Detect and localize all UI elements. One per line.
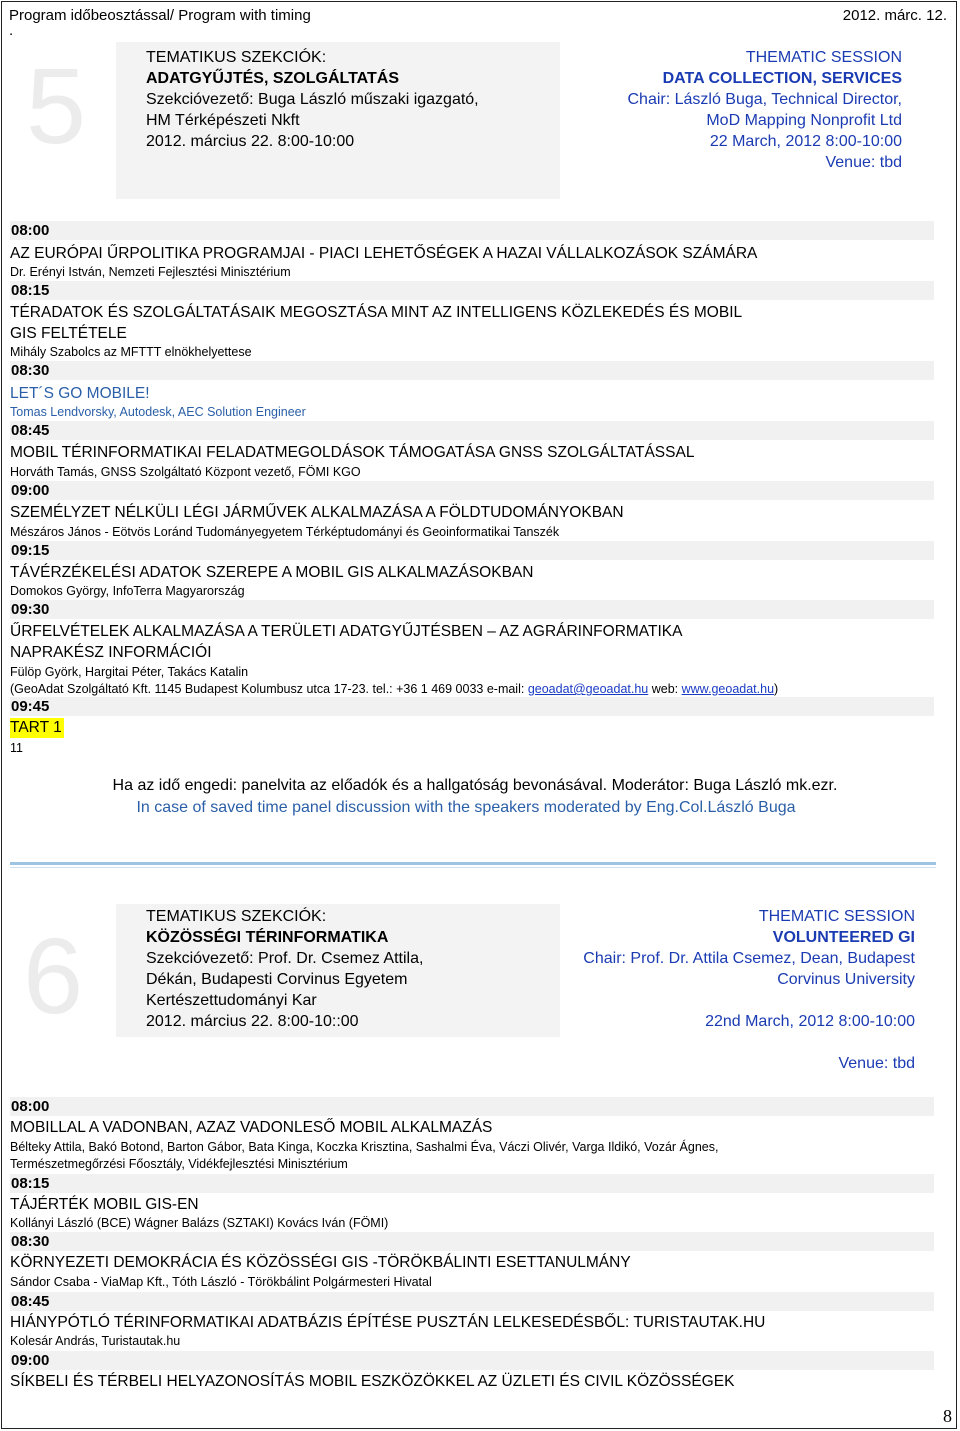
- session-label-hu: TEMATIKUS SZEKCIÓK:: [146, 908, 327, 925]
- time-bar: 08:45: [10, 421, 934, 440]
- header-date: 2012. márc. 12.: [842, 7, 947, 24]
- contact-text: (GeoAdat Szolgáltató Kft. 1145 Budapest Kolumbusz utca 17-23. tel.: +36 1 469 0033 e-mail:: [10, 682, 528, 696]
- session-org-hu: HM Térképészeti Nkft: [146, 112, 300, 129]
- time-bar: 08:30: [10, 361, 934, 380]
- tart-highlight: TART 1: [10, 719, 62, 736]
- session-org-en: Corvinus University: [777, 971, 915, 988]
- section-divider-shadow: [10, 867, 936, 868]
- talk-title: SÍKBELI ÉS TÉRBELI HELYAZONOSÍTÁS MOBIL ESZKÖZÖKKEL AZ ÜZLETI ÉS CIVIL KÖZÖSSÉGEK: [10, 1373, 735, 1390]
- web-link[interactable]: www.geoadat.hu: [681, 682, 775, 696]
- panel-note-en: In case of saved time panel discussion with the speakers moderated by Eng.Col.László Buga: [136, 799, 796, 816]
- session-org-hu: Dékán, Budapesti Corvinus Egyetem: [146, 971, 408, 988]
- talk-speaker: Kollányi László (BCE) Wágner Balázs (SZTAKI) Kovács Iván (FÖMI): [10, 1216, 389, 1230]
- session-label-en: THEMATIC SESSION: [758, 908, 915, 925]
- contact-text: ): [774, 682, 779, 696]
- talk-speaker: Fülöp Györk, Hargitai Péter, Takács Katalin: [10, 665, 249, 679]
- session-title-en: DATA COLLECTION, SERVICES: [662, 70, 902, 87]
- session-title-hu: KÖZÖSSÉGI TÉRINFORMATIKA: [146, 929, 389, 946]
- session-title-en: VOLUNTEERED GI: [772, 929, 915, 946]
- time-bar: 09:45: [10, 697, 934, 716]
- contact-line: [10, 681, 778, 697]
- page-number: 8: [943, 1406, 952, 1426]
- talk-speaker-org: Természetmegőrzési Főosztály, Vidékfejlesztési Minisztérium: [10, 1157, 348, 1171]
- time-bar: 08:30: [10, 1232, 934, 1251]
- talk-speaker: Dr. Erényi István, Nemzeti Fejlesztési Minisztérium: [10, 265, 291, 279]
- tart-sub: 11: [10, 741, 23, 755]
- time-bar: 08:45: [10, 1292, 934, 1311]
- talk-speaker: Sándor Csaba - ViaMap Kft., Tóth László - Törökbálint Polgármesteri Hivatal: [10, 1275, 432, 1289]
- talk-speaker: Kolesár András, Turistautak.hu: [10, 1334, 181, 1348]
- talk-speaker: Mészáros János - Eötvös Loránd Tudományegyetem Térképtudományi és Geoinformatikai Tanszék: [10, 525, 560, 539]
- talk-title: AZ EURÓPAI ŰRPOLITIKA PROGRAMJAI - PIACI LEHETŐSÉGEK A HAZAI VÁLLALKOZÁSOK SZÁMÁRA: [10, 245, 758, 262]
- talk-title: LET´S GO MOBILE!: [10, 385, 150, 402]
- talk-speaker: Mihály Szabolcs az MFTTT elnökhelyettese: [10, 345, 252, 359]
- time-bar: 09:30: [10, 600, 934, 619]
- section-header-en: [627, 47, 902, 173]
- session-title-hu: ADATGYŰJTÉS, SZOLGÁLTATÁS: [146, 70, 400, 87]
- session-date-hu: 2012. március 22. 8:00-10:00: [146, 133, 355, 150]
- session-chair-en: Chair: Prof. Dr. Attila Csemez, Dean, Budapest: [583, 950, 915, 967]
- talk-title: TÁVÉRZÉKELÉSI ADATOK SZEREPE A MOBIL GIS ALKALMAZÁSOKBAN: [10, 564, 534, 581]
- session-label-hu: TEMATIKUS SZEKCIÓK:: [146, 49, 327, 66]
- section-header-en: [583, 906, 915, 1074]
- talk-title: SZEMÉLYZET NÉLKÜLI LÉGI JÁRMŰVEK ALKALMAZÁSA A FÖLDTUDOMÁNYOKBAN: [10, 504, 624, 521]
- session-label-en: THEMATIC SESSION: [745, 49, 902, 66]
- section-header-hu: [146, 906, 423, 1032]
- session-date-hu: 2012. március 22. 8:00-10::00: [146, 1013, 359, 1030]
- session-chair-hu: Szekcióvezető: Buga László műszaki igazgató,: [146, 91, 479, 108]
- section-header-hu: [146, 47, 479, 152]
- time-bar: 08:00: [10, 221, 934, 240]
- time-bar: 09:00: [10, 1351, 934, 1370]
- email-link[interactable]: geoadat@geoadat.hu: [527, 682, 649, 696]
- header-dot: .: [9, 22, 14, 39]
- time-bar: 08:15: [10, 1174, 934, 1193]
- time-bar: 09:15: [10, 541, 934, 560]
- talk-title: ŰRFELVÉTELEK ALKALMAZÁSA A TERÜLETI ADATGYŰJTÉSBEN – AZ AGRÁRINFORMATIKA: [10, 623, 683, 640]
- time-bar: 08:15: [10, 281, 934, 300]
- session-org-en: MoD Mapping Nonprofit Ltd: [706, 112, 902, 129]
- header-title: Program időbeosztással/ Program with timing: [9, 7, 311, 24]
- talk-title-continued: GIS FELTÉTELE: [10, 325, 127, 342]
- time-bar: 08:00: [10, 1097, 934, 1116]
- section-number: 5: [26, 45, 87, 166]
- talk-title: HIÁNYPÓTLÓ TÉRINFORMATIKAI ADATBÁZIS ÉPÍTÉSE PUSZTÁN LELKESEDÉSBŐL: TURISTAUTAK.HU: [10, 1314, 766, 1331]
- session-date-en: 22nd March, 2012 8:00-10:00: [705, 1013, 915, 1030]
- session-date-en: 22 March, 2012 8:00-10:00: [709, 133, 902, 150]
- talk-speaker: Bélteky Attila, Bakó Botond, Barton Gábor, Bata Kinga, Koczka Krisztina, Sashalmi Éva, Váczi Olivér, Varga Ildikó, Vozár Ágnes,: [10, 1140, 719, 1154]
- panel-note-hu: Ha az idő engedi: panelvita az előadók és a hallgatóság bevonásával. Moderátor: Buga László mk.ezr.: [112, 777, 838, 794]
- session-venue-en: Venue: tbd: [825, 154, 902, 171]
- talk-speaker: Domokos György, InfoTerra Magyarország: [10, 584, 245, 598]
- time-bar: 09:00: [10, 481, 934, 500]
- talk-speaker: Horváth Tamás, GNSS Szolgáltató Központ vezető, FÖMI KGO: [10, 465, 361, 479]
- section-divider: [10, 862, 936, 865]
- talk-title: KÖRNYEZETI DEMOKRÁCIA ÉS KÖZÖSSÉGI GIS -TÖRÖKBÁLINTI ESETTANULMÁNY: [10, 1254, 631, 1271]
- talk-title: TÉRADATOK ÉS SZOLGÁLTATÁSAIK MEGOSZTÁSA MINT AZ INTELLIGENS KÖZLEKEDÉS ÉS MOBIL: [10, 304, 743, 321]
- talk-title-continued: NAPRAKÉSZ INFORMÁCIÓI: [10, 644, 212, 661]
- talk-speaker: Tomas Lendvorsky, Autodesk, AEC Solution Engineer: [10, 405, 306, 419]
- section-number: 6: [23, 915, 84, 1036]
- talk-title: TÁJÉRTÉK MOBIL GIS-EN: [10, 1196, 199, 1213]
- session-chair-en: Chair: László Buga, Technical Director,: [627, 91, 902, 108]
- session-faculty-hu: Kertészettudományi Kar: [146, 992, 317, 1009]
- talk-title: MOBILLAL A VADONBAN, AZAZ VADONLESŐ MOBIL ALKALMAZÁS: [10, 1119, 493, 1136]
- session-venue-en: Venue: tbd: [838, 1055, 915, 1072]
- contact-text: web:: [648, 682, 682, 696]
- session-chair-hu: Szekcióvezető: Prof. Dr. Csemez Attila,: [146, 950, 424, 967]
- talk-title: MOBIL TÉRINFORMATIKAI FELADATMEGOLDÁSOK TÁMOGATÁSA GNSS SZOLGÁLTATÁSSAL: [10, 444, 695, 461]
